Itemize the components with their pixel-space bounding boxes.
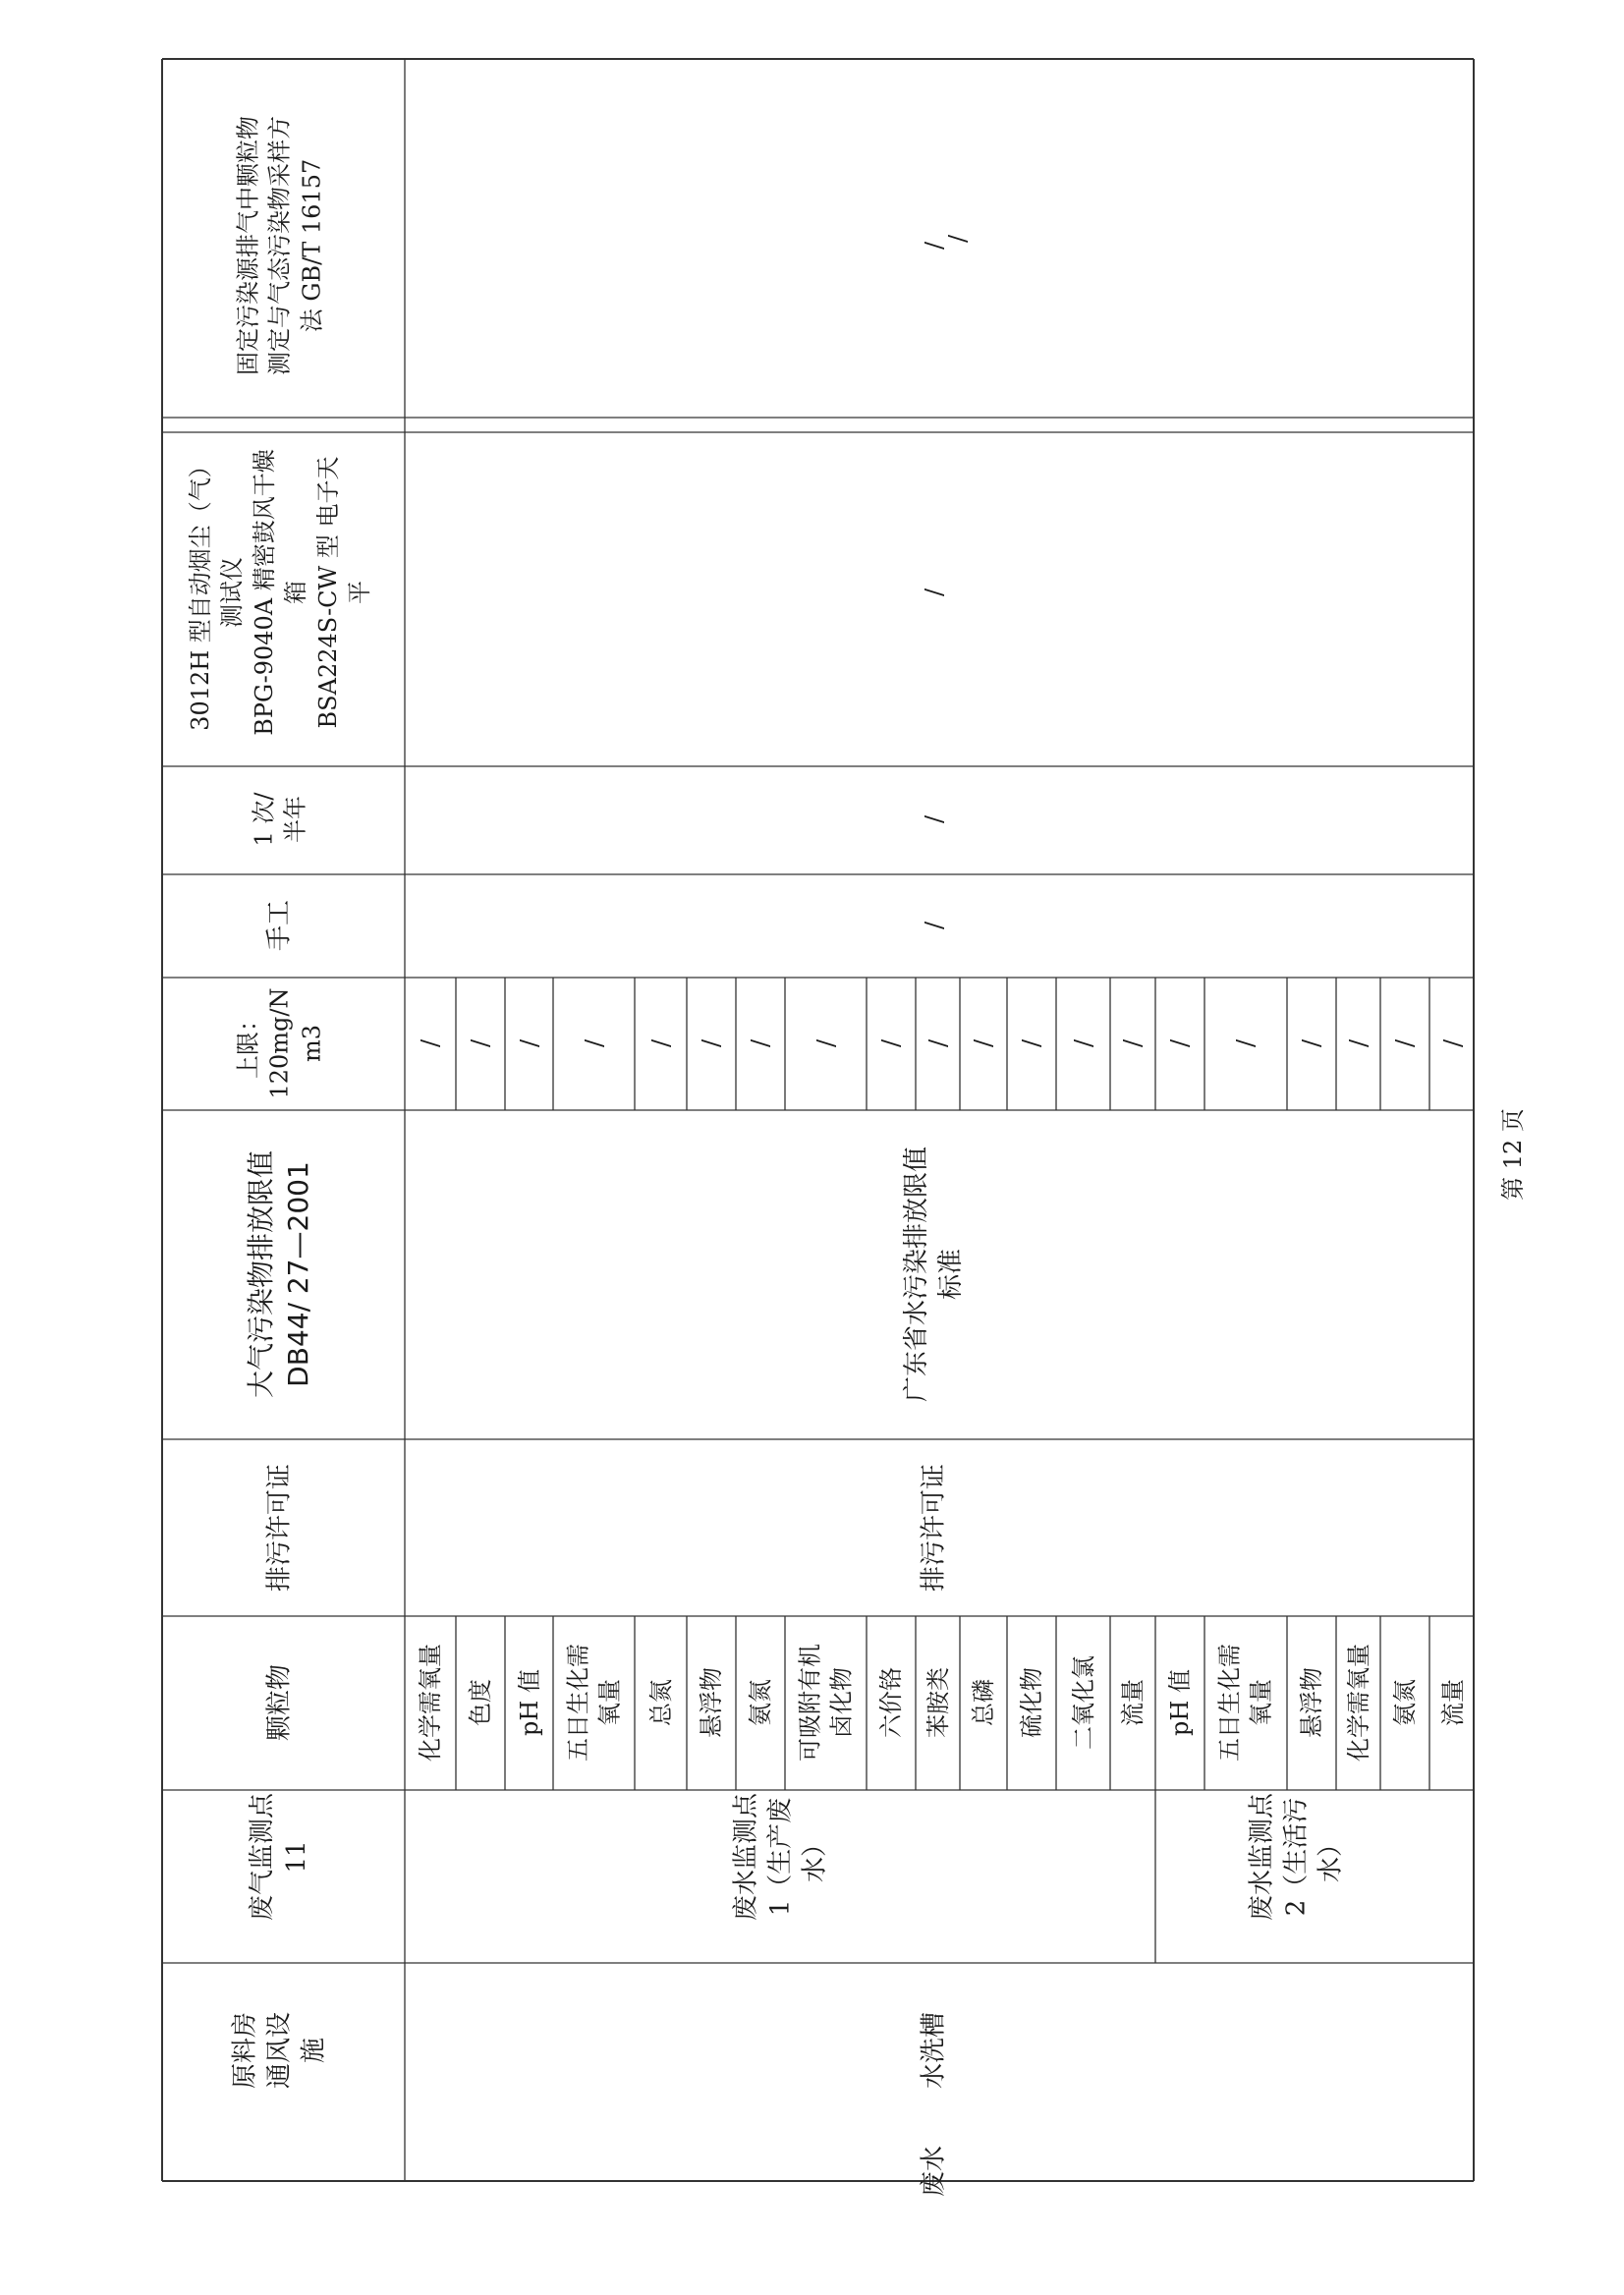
pollutant-ww1-item: 二氧化氯	[1069, 1655, 1097, 1750]
pollutant-ww1-item: 流量	[1118, 1679, 1147, 1726]
monitoring-point-upper: 废气监测点 11	[247, 1792, 311, 1922]
limit-ww1-item: /	[646, 1038, 675, 1048]
basis-lower: 排污许可证	[919, 1463, 949, 1593]
limit-ww2-item: /	[1344, 1038, 1372, 1048]
limit-ww1-item: /	[924, 1038, 952, 1048]
page-number: 第 12 页	[1498, 1108, 1527, 1201]
analysis-method-lower: /	[920, 241, 948, 251]
frequency-lower: /	[920, 814, 948, 824]
pollutant-ww1-item: 化学需氧量	[416, 1644, 444, 1762]
limit-ww2-item: /	[1390, 1038, 1419, 1048]
source-facility-lower: 水洗槽	[919, 2011, 949, 2090]
limit-ww1-item: /	[515, 1038, 543, 1048]
pollutant-ww1-item: 六价铬	[876, 1667, 905, 1738]
limit-ww1-item: /	[1069, 1038, 1097, 1048]
limit-ww2-item: /	[1438, 1038, 1467, 1048]
remark-cell: /	[943, 234, 972, 244]
instrument-upper: 3012H 型自动烟尘（气） 测试仪 BPG-9040A 精密鼓风干燥 箱 BSA224S-CW 型 电子天 平	[186, 449, 373, 736]
limit-ww1-item: /	[466, 1038, 494, 1048]
method-upper: 手工	[264, 899, 295, 952]
pollutant-ww2-item: 悬浮物	[1297, 1667, 1325, 1738]
instrument-lower: /	[920, 588, 948, 597]
basis-upper: 排污许可证	[264, 1463, 295, 1593]
frequency-upper: 1 次/ 半年	[250, 792, 309, 847]
limit-ww1-item: /	[812, 1038, 840, 1048]
pollutant-ww1-item: pH 值	[515, 1669, 543, 1736]
pollutant-ww1-item: 五日生化需 氧量	[564, 1644, 624, 1762]
pollutant-upper: 颗粒物	[264, 1663, 295, 1742]
pollutant-ww1-item: 氨氮	[746, 1679, 774, 1726]
pollutant-ww1-item: 总氮	[646, 1679, 675, 1726]
pollutant-ww1-item: 总磷	[969, 1679, 997, 1726]
limit-ww1-item: /	[1118, 1038, 1147, 1048]
limit-ww1-item: /	[876, 1038, 905, 1048]
analysis-method-upper: 固定污染源排气中颗粒物 测定与气态污染物采样方 法 GB/T 16157	[234, 116, 326, 375]
limit-ww1-item: /	[1017, 1038, 1045, 1048]
limit-ww1-item: /	[416, 1038, 444, 1048]
category-label: 废水	[919, 2145, 949, 2198]
pollutant-ww2-item: pH 值	[1165, 1669, 1194, 1736]
limit-upper: 上限： 120mg/N m3	[234, 987, 326, 1099]
limit-ww1-item: /	[697, 1038, 725, 1048]
source-facility-upper: 原料房 通风设 施	[230, 2011, 329, 2090]
limit-ww2-item: /	[1297, 1038, 1325, 1048]
standard-upper: 大气污染物排放限值 DB44/ 27—2001	[245, 1149, 314, 1399]
pollutant-ww2-item: 化学需氧量	[1344, 1644, 1372, 1762]
pollutant-ww2-item: 五日生化需 氧量	[1215, 1644, 1275, 1762]
limit-ww1-item: /	[746, 1038, 774, 1048]
pollutant-ww2-item: 流量	[1438, 1679, 1467, 1726]
pollutant-ww1-item: 苯胺类	[924, 1667, 952, 1738]
monitoring-point-ww2: 废水监测点 2（生活污 水）	[1247, 1792, 1346, 1922]
limit-ww1-item: /	[580, 1038, 608, 1048]
pollutant-ww1-item: 悬浮物	[697, 1667, 725, 1738]
limit-ww2-item: /	[1165, 1038, 1194, 1048]
standard-lower: 广东省水污染排放限值 标准	[901, 1146, 966, 1403]
pollutant-ww1-item: 硫化物	[1017, 1667, 1045, 1738]
pollutant-ww1-item: 可吸附有机 卤化物	[796, 1644, 856, 1762]
pollutant-ww2-item: 氨氮	[1390, 1679, 1419, 1726]
method-lower: /	[920, 921, 948, 930]
limit-ww1-item: /	[969, 1038, 997, 1048]
limit-ww2-item: /	[1231, 1038, 1260, 1048]
monitoring-point-ww1: 废水监测点 1（生产废 水）	[731, 1792, 830, 1922]
pollutant-ww1-item: 色度	[466, 1679, 494, 1726]
